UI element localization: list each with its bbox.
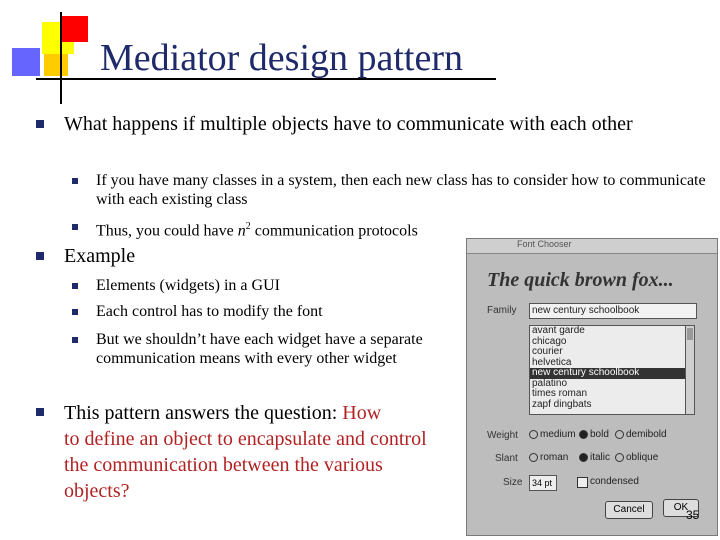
condensed-label: condensed (590, 476, 639, 487)
slant-oblique-radio[interactable]: oblique (615, 452, 658, 463)
font-preview-text: The quick brown fox... (487, 269, 674, 291)
sub-bullet-2-3-text: But we shouldn’t have each widget have a separate communication means with every other widget (96, 331, 423, 367)
bullet-marker (72, 337, 78, 343)
weight-bold-radio[interactable]: bold (579, 429, 609, 440)
family-list-scrollbar[interactable] (685, 325, 695, 415)
radio-icon (529, 453, 538, 462)
sub-bullet-1-2-text: Thus, you could have $n^2$ communication protocols (96, 221, 418, 240)
radio-selected-icon (579, 430, 588, 439)
slant-label: Slant (495, 453, 518, 464)
bullet-marker (36, 120, 44, 128)
family-list-item[interactable]: avant garde (532, 325, 585, 336)
family-list[interactable] (529, 325, 687, 415)
dialog-title-bar[interactable] (467, 239, 717, 254)
sub-bullet-2-2-text: Each control has to modify the font (96, 303, 323, 320)
weight-demibold-radio[interactable]: demibold (615, 429, 667, 440)
bullet-marker (72, 309, 78, 315)
bullet-2-text: Example (64, 245, 136, 267)
ok-button[interactable]: OK (663, 499, 699, 517)
size-label: Size (503, 477, 523, 488)
family-input[interactable]: new century schoolbook (529, 303, 697, 319)
radio-icon (615, 453, 624, 462)
size-input[interactable]: 34 pt (529, 475, 557, 491)
decor-blue-square (12, 48, 40, 76)
dialog-title: Font Chooser (517, 239, 572, 249)
family-list-item[interactable]: palatino (532, 377, 568, 389)
bullet-marker (72, 178, 78, 184)
slant-italic-radio[interactable]: italic (579, 452, 610, 463)
bullet-marker (72, 283, 78, 289)
scrollbar-thumb[interactable] (687, 328, 693, 340)
weight-label: Weight (487, 430, 518, 441)
condensed-checkbox[interactable] (577, 477, 588, 488)
bullet-marker (72, 224, 78, 230)
slant-roman-radio[interactable]: roman (529, 452, 568, 463)
family-label: Family (487, 305, 517, 316)
sub-bullet-2-1-text: Elements (widgets) in a GUI (96, 277, 280, 294)
decor-red-square (62, 16, 88, 42)
radio-selected-icon (579, 453, 588, 462)
bullet-3-text: This pattern answers the question: How to define an object to encapsulate and control the communication between the various objects? (64, 402, 427, 502)
decor-orange-square (44, 54, 68, 76)
family-list-item[interactable]: helvetica (532, 356, 572, 368)
family-list-item[interactable]: times roman (532, 388, 588, 399)
bullet-1-text: What happens if multiple objects have to communicate with each other (64, 113, 633, 135)
family-list-item[interactable]: zapf dingbats (532, 398, 592, 410)
page-number: 35 (686, 508, 700, 522)
decor-vertical-line (60, 12, 62, 104)
bullet-marker (36, 252, 44, 260)
weight-medium-radio[interactable]: medium (529, 429, 576, 440)
radio-icon (615, 430, 624, 439)
family-list-item[interactable]: chicago (532, 335, 567, 347)
font-chooser-dialog (466, 238, 718, 536)
slide-title: Mediator design pattern (100, 37, 464, 79)
cancel-button[interactable]: Cancel (605, 501, 653, 519)
family-list-item-selected[interactable]: new century schoolbook (530, 368, 686, 379)
bullet-marker (36, 408, 44, 416)
family-list-item[interactable]: courier (532, 346, 563, 357)
radio-icon (529, 430, 538, 439)
sub-bullet-1-1-text: If you have many classes in a system, then each new class has to consider how to communicate with each existing class (96, 172, 706, 208)
